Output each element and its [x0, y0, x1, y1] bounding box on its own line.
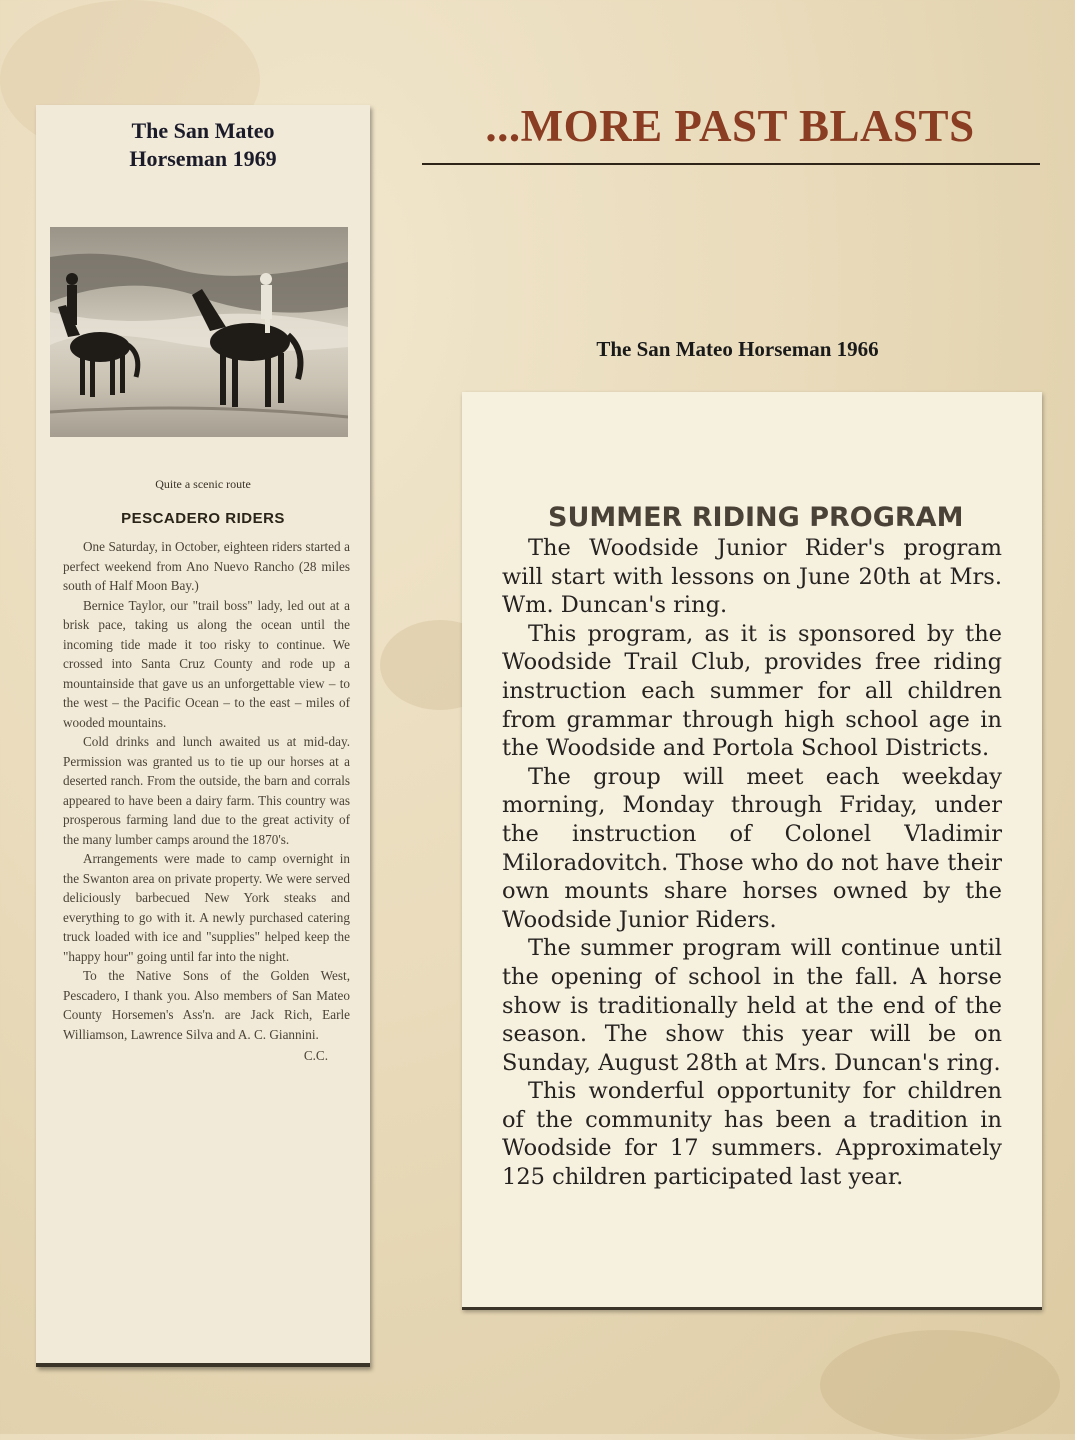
- paragraph: One Saturday, in October, eighteen riders started a perfect weekend from Ano Nuevo Rancho (28 miles south of Half Moon Bay.): [63, 539, 350, 593]
- left-clipping-header: [36, 117, 370, 173]
- beach-riders-illustration: [50, 227, 348, 437]
- beach-riders-photo: [50, 227, 348, 437]
- signature: C.C.: [303, 1048, 328, 1063]
- pescadero-article-title: PESCADERO RIDERS: [121, 510, 285, 527]
- summer-program-body: [502, 534, 1002, 1192]
- summer-program-title: SUMMER RIDING PROGRAM: [548, 502, 964, 533]
- paragraph: The group will meet each weekday morning, Monday through Friday, under the instruction of Colonel Vladimir Miloradovitch. Those who do not have their own mounts share horses owned by the Woodside Junior Riders.: [502, 763, 1002, 933]
- pescadero-article-body: [63, 537, 350, 1066]
- title-divider: [422, 163, 1040, 165]
- photo-caption: Quite a scenic route: [155, 477, 251, 491]
- paragraph: This wonderful opportunity for children of the community has been a tradition in Woodside for 17 summers. Approximately 125 children participated last year.: [502, 1078, 1002, 1191]
- paragraph: Arrangements were made to camp overnight in the Swanton area on private property. We were served deliciously barbecued New York steaks and everything to go with it. A newly purchased catering truck loaded with ice and "supplies" helped keep the "happy hour" going until far into the night.: [63, 851, 350, 964]
- paragraph: This program, as it is sponsored by the Woodside Trail Club, provides free riding instruction each summer for all children from grammar through high school age in the Woodside and Portola School Districts.: [502, 620, 1002, 762]
- paper-stain: [820, 1330, 1060, 1440]
- paragraph: The Woodside Junior Rider's program will start with lessons on June 20th at Mrs. Wm. Duncan's ring.: [502, 535, 1002, 619]
- page-title: ...MORE PAST BLASTS: [485, 101, 975, 151]
- paragraph: The summer program will continue until the opening of school in the fall. A horse show is traditionally held at the end of the season. The show this year will be on Sunday, August 28th at Mrs. Duncan's ring.: [502, 935, 1002, 1076]
- left-clipping: [36, 105, 370, 1367]
- paragraph: To the Native Sons of the Golden West, Pescadero, I thank you. Also members of San Mateo County Horsemen's Ass'n. are Jack Rich, Earle Williamson, Lawrence Silva and A. C. Giannini.: [63, 968, 350, 1042]
- left-header-text: The San Mateo Horseman 1969: [129, 118, 277, 171]
- paragraph: Bernice Taylor, our "trail boss" lady, led out at a brisk pace, taking us along the ocean until the incoming tide made it too risky to continue. We crossed into Santa Cruz County and rode up a mountainside that gave us an unforgettable view – to the west – the Pacific Ocean – to the east – miles of wooded mountains.: [63, 597, 350, 730]
- right-clipping: [462, 392, 1042, 1310]
- paragraph: Cold drinks and lunch awaited us at mid-day. Permission was granted us to tie up our horses at a deserted ranch. From the outside, the barn and corrals appeared to have been a dairy farm. This country was prosperous farming land due to the great activity of the many lumber camps around the 1870's.: [63, 734, 350, 847]
- right-article-header: The San Mateo Horseman 1966: [596, 337, 879, 361]
